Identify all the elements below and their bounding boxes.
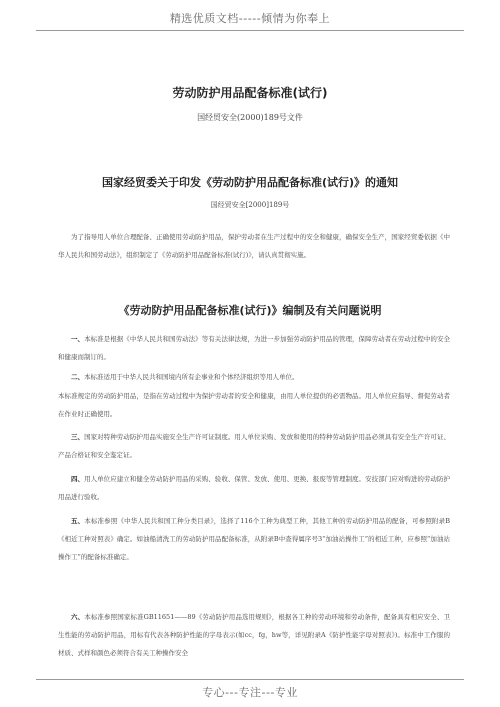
item-number: 六、 bbox=[71, 613, 85, 621]
item-2-continued bbox=[58, 387, 450, 423]
item-number: 四、 bbox=[71, 475, 85, 483]
header-divider bbox=[36, 30, 464, 31]
item-number: 三、 bbox=[71, 433, 85, 441]
document-title: 劳动防护用品配备标准(试行) bbox=[172, 86, 328, 100]
item-text: 国家对特种劳动防护用品实施安全生产许可证制度。用人单位采购、发放和使用的特种劳动防护用品必须具有安全生产许可证、产品合格证和安全鉴定证。 bbox=[58, 433, 451, 459]
item-number: 五、 bbox=[71, 517, 85, 525]
item-2 bbox=[58, 368, 450, 386]
item-text: 本标准参照《中华人民共和国工种分类目录》，选择了116个工种为典型工种，其他工种的劳动防护用品的配备，可参照附录B《相近工种对照表》确定。如油船清洗工的劳动防护用品配备标准，从附录B中查得属序号3“加油站操作工”的相近工种，应参照“加油站操作工”的配备标准确定。 bbox=[58, 517, 451, 561]
footer-divider bbox=[36, 679, 464, 680]
item-6 bbox=[58, 608, 450, 662]
page-header: 精选优质文档-----倾情为你奉上 bbox=[169, 12, 331, 25]
item-3 bbox=[58, 428, 450, 464]
section-title: 《劳动防护用品配备标准(试行)》编制及有关问题说明 bbox=[118, 304, 382, 317]
document-subtitle: 国经贸安全(2000)189号文件 bbox=[197, 113, 303, 122]
notice-number: 国经贸安全[2000]189号 bbox=[210, 201, 290, 209]
page-footer: 专心---专注---专业 bbox=[202, 686, 298, 699]
item-number: 二、 bbox=[71, 373, 84, 381]
notice-title: 国家经贸委关于印发《劳动防护用品配备标准(试行)》的通知 bbox=[101, 176, 399, 189]
item-5 bbox=[58, 512, 450, 566]
item-number: 一、 bbox=[71, 335, 85, 343]
item-4 bbox=[58, 470, 450, 506]
item-1 bbox=[58, 330, 450, 366]
item-text: 本标准适用于中华人民共和国境内所有企事业和个体经济组织等用人单位。 bbox=[84, 373, 299, 381]
item-text: 本标准是根据《中华人民共和国劳动法》等有关法律法规，为进一步加强劳动防护用品的管理，保障劳动者在劳动过程中的安全和健康而制订的。 bbox=[58, 335, 451, 361]
item-text: 用人单位应建立和健全劳动防护用品的采购、验收、保管、发放、使用、更换、报废等管理制度。安技部门应对购进的劳动防护用品进行验收。 bbox=[58, 475, 451, 501]
item-text: 本标准规定的劳动防护用品，是指在劳动过程中为保护劳动者的安全和健康，由用人单位提供的必需物品。用人单位应指导、督促劳动者在作业时正确使用。 bbox=[58, 392, 450, 418]
item-text: 本标准参照国家标准GB11651——89《劳动防护用品选用规则》，根据各工种的劳动环境和劳动条件，配备具有相应安全、卫生性能的劳动防护用品，用标有代表各种防护性能的字母表示(如cc，fg，hw等，详见附录A《防护性能字母对照表》)。标准中工作服的材质、式样和颜色必须符合有关工种操作安全 bbox=[58, 613, 451, 657]
notice-body: 为了指导用人单位合理配备、正确使用劳动防护用品，保护劳动者在生产过程中的安全和健康，确保安全生产，国家经贸委依据《中华人民共和国劳动法》，组织制定了《劳动防护用品配备标准(试行)》，请认真贯彻实施。 bbox=[58, 233, 450, 259]
